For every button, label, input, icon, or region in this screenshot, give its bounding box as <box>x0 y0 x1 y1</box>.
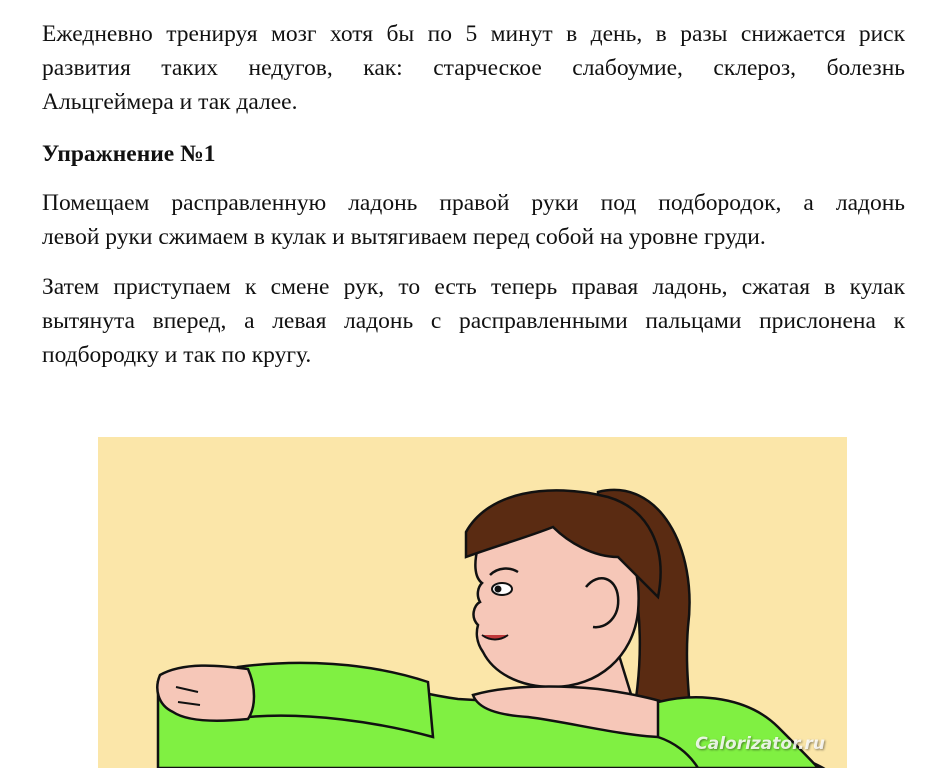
exercise-heading: Упражнение №1 <box>42 141 216 167</box>
paragraph-line: Ежедневно тренируя мозг хотя бы по 5 минут в день, в разы снижается риск <box>42 21 905 47</box>
paragraph-line: Помещаем расправленную ладонь правой руки под подбородок, а ладонь <box>42 190 905 216</box>
paragraph-line: Альцгеймера и так далее. <box>42 89 298 115</box>
paragraph-line: Затем приступаем к смене рук, то есть теперь правая ладонь, сжатая в кулак <box>42 274 905 300</box>
watermark: Calorizator.ru <box>695 734 825 754</box>
woman-exercise-drawing <box>98 437 847 768</box>
paragraph-line: подбородку и так по кругу. <box>42 342 312 368</box>
paragraph-line: вытянута вперед, а левая ладонь с расправленными пальцами прислонена к <box>42 308 905 334</box>
paragraph-line: развития таких недугов, как: старческое слабоумие, склероз, болезнь <box>42 55 905 81</box>
paragraph-line: левой руки сжимаем в кулак и вытягиваем перед собой на уровне груди. <box>42 224 766 250</box>
fist <box>157 666 254 721</box>
intro-paragraph <box>42 17 905 119</box>
exercise-step-paragraph <box>42 186 905 254</box>
exercise-switch-paragraph <box>42 270 905 372</box>
exercise-illustration <box>98 437 847 768</box>
